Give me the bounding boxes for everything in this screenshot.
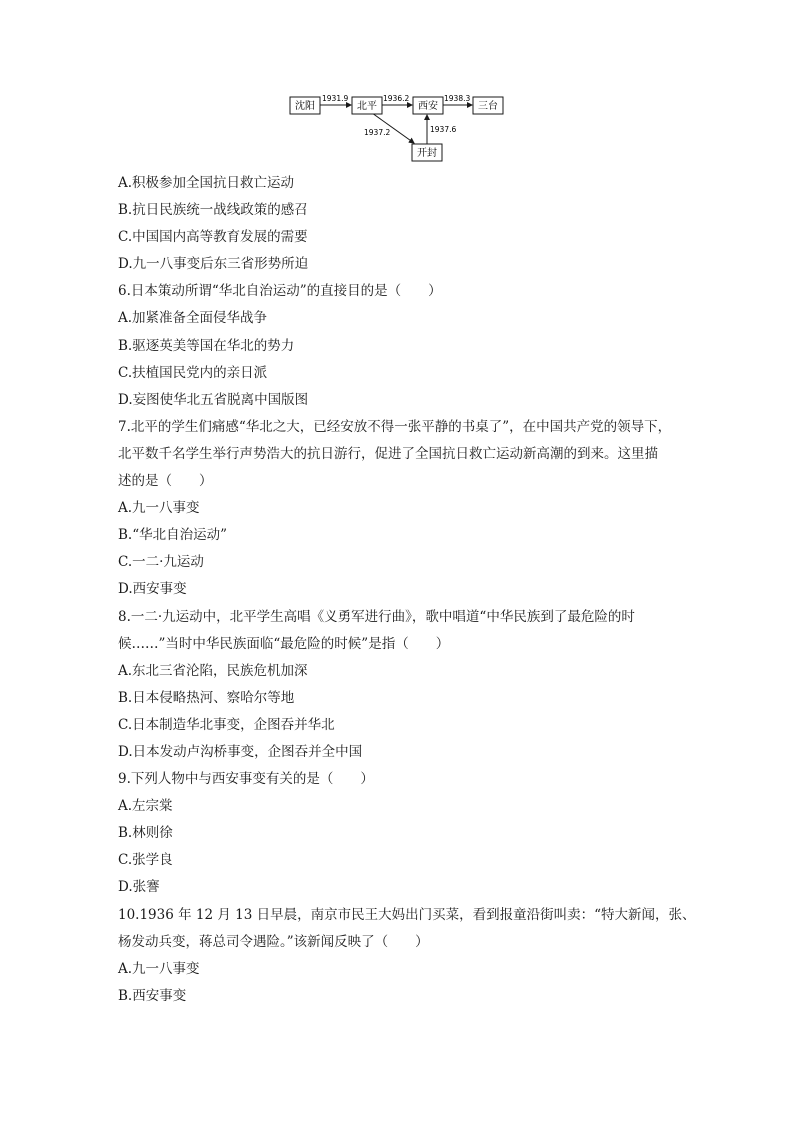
node-shenyang bbox=[290, 97, 320, 114]
text-line: B.西安事变 bbox=[118, 987, 187, 1004]
text-line: D.日本发动卢沟桥事变，企图吞并全中国 bbox=[118, 743, 363, 760]
text-line: A.左宗棠 bbox=[118, 798, 173, 815]
text-line: B.“华北自治运动” bbox=[118, 527, 228, 544]
node-beiping bbox=[352, 97, 382, 114]
svg-text:三台: 三台 bbox=[478, 101, 498, 112]
edge-label: 1938.3 bbox=[444, 94, 471, 103]
text-line: B.林则徐 bbox=[118, 825, 173, 842]
node-kaifeng bbox=[412, 144, 442, 161]
text-line: 10.1936 年 12 月 13 日早晨，南京市民王大妈出门买菜，看到报童沿街叫卖：“特大新闻，张、 bbox=[118, 906, 696, 923]
text-line: B.驱逐英美等国在华北的势力 bbox=[118, 337, 295, 354]
node-santai bbox=[473, 97, 503, 114]
text-line: A.九一八事变 bbox=[118, 500, 200, 517]
text-line: 杨发动兵变，蒋总司令遇险。”该新闻反映了（ ） bbox=[118, 933, 429, 950]
svg-text:开封: 开封 bbox=[417, 148, 437, 159]
text-line: D.九一八事变后东三省形势所迫 bbox=[118, 256, 309, 273]
svg-text:西安: 西安 bbox=[418, 101, 438, 112]
svg-text:沈阳: 沈阳 bbox=[295, 101, 315, 112]
text-line: B.抗日民族统一战线政策的感召 bbox=[118, 202, 308, 219]
edge-label: 1936.2 bbox=[383, 94, 410, 103]
text-line: C.日本制造华北事变，企图吞并华北 bbox=[118, 716, 335, 733]
text-line: A.九一八事变 bbox=[118, 960, 200, 977]
node-xian bbox=[413, 97, 443, 114]
text-line: A.积极参加全国抗日救亡运动 bbox=[118, 175, 295, 191]
text-line: 北平数千名学生举行声势浩大的抗日游行，促进了全国抗日救亡运动新高潮的到来。这里描 bbox=[118, 445, 658, 462]
text-line: B.日本侵略热河、察哈尔等地 bbox=[118, 689, 295, 706]
svg-text:北平: 北平 bbox=[357, 101, 377, 112]
text-line: D.妄图使华北五省脱离中国版图 bbox=[118, 391, 309, 408]
edge-label: 1937.2 bbox=[364, 128, 391, 137]
text-line: 6.日本策动所谓“华北自治运动”的直接目的是（ ） bbox=[118, 283, 442, 300]
text-line: C.中国国内高等教育发展的需要 bbox=[118, 229, 308, 246]
question-text bbox=[118, 170, 698, 1010]
route-diagram-svg bbox=[288, 88, 508, 164]
text-line: 述的是（ ） bbox=[118, 473, 213, 490]
edge-label: 1937.6 bbox=[430, 125, 457, 134]
edge-label: 1931.9 bbox=[322, 94, 349, 103]
text-line: A.东北三省沦陷，民族危机加深 bbox=[118, 662, 308, 679]
text-line: C.张学良 bbox=[118, 852, 173, 869]
migration-route-diagram bbox=[288, 88, 508, 164]
text-line: A.加紧准备全面侵华战争 bbox=[118, 310, 268, 327]
text-line: D.张謇 bbox=[118, 879, 160, 896]
text-line: 7.北平的学生们痛感“华北之大，已经安放不得一张平静的书桌了”，在中国共产党的领导下， bbox=[118, 418, 672, 435]
text-line: D.西安事变 bbox=[118, 581, 187, 598]
text-line: 9.下列人物中与西安事变有关的是（ ） bbox=[118, 771, 374, 788]
text-line: 候……”当时中华民族面临“最危险的时候”是指（ ） bbox=[118, 635, 450, 652]
text-line: C.扶植国民党内的亲日派 bbox=[118, 364, 268, 381]
text-line: C.一二·九运动 bbox=[118, 554, 204, 571]
text-line: 8.一二·九运动中，北平学生高唱《义勇军进行曲》，歌中唱道“中华民族到了最危险的时 bbox=[118, 608, 635, 625]
